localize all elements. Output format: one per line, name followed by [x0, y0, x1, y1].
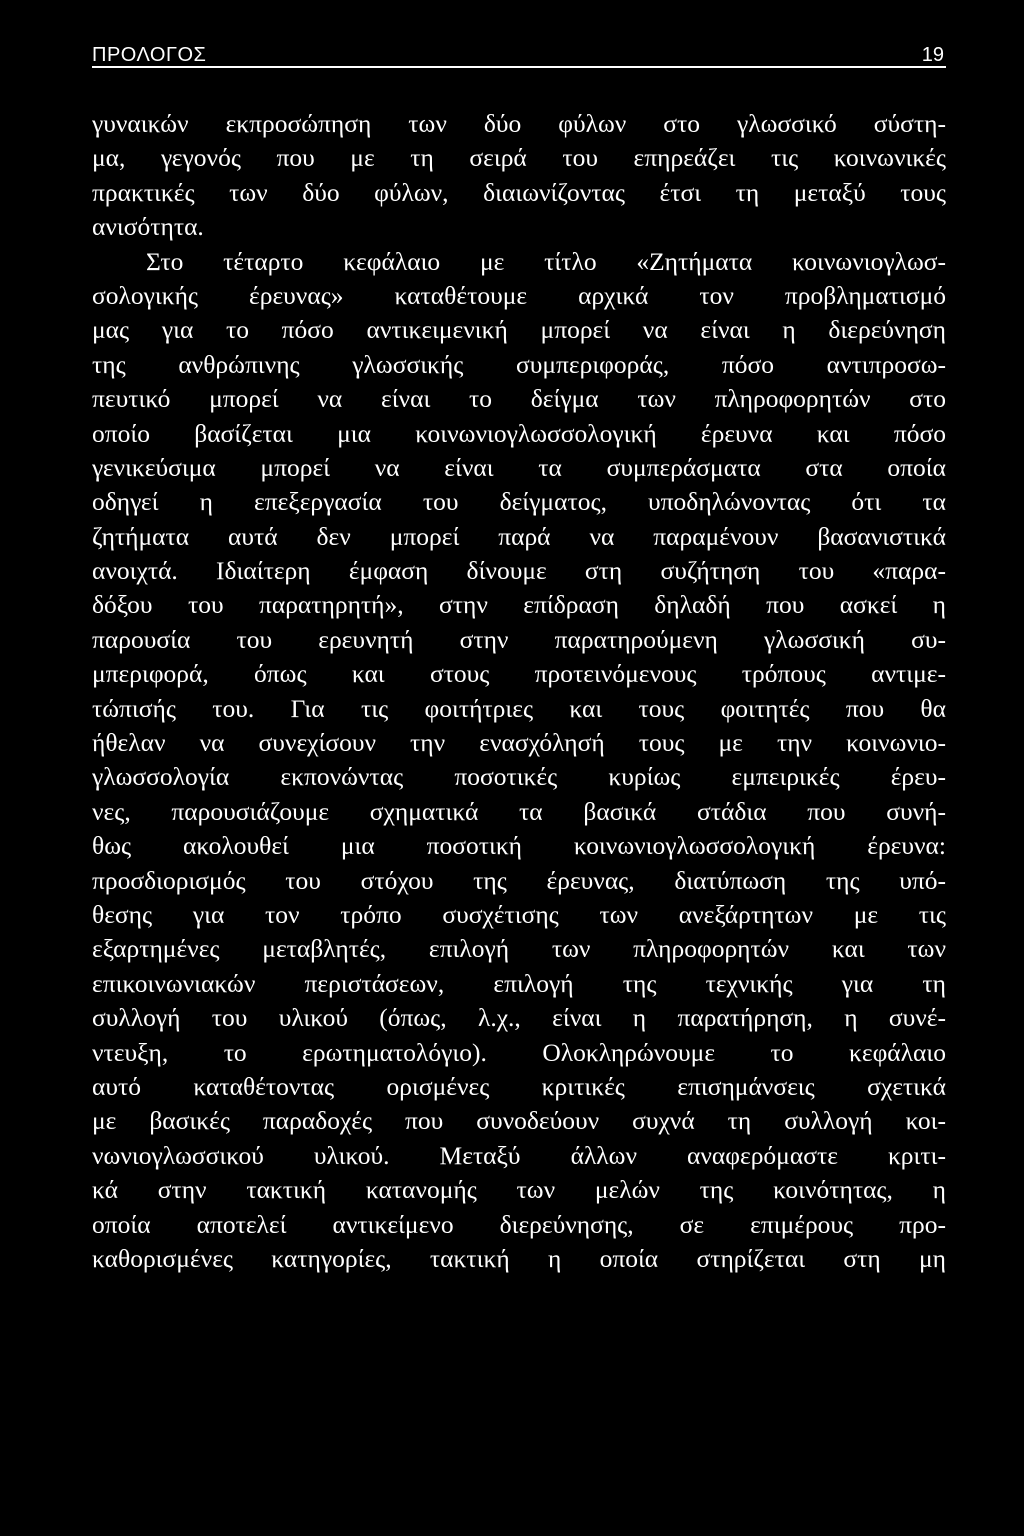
text-line: νες, παρουσιάζουμε σχηματικά τα βασικά στάδια που συνή- — [92, 796, 946, 826]
text-line: μας για το πόσο αντικειμενική μπορεί να είναι η διερεύνηση — [92, 315, 946, 345]
text-line: οποίο βασίζεται μια κοινωνιογλωσσολογική έρευνα και πόσο — [92, 418, 946, 448]
text-line: προσδιορισμός του στόχου της έρευνας, διατύπωση της υπό- — [92, 865, 946, 895]
text-line: κά στην τακτική κατανομής των μελών της κοινότητας, η — [92, 1175, 946, 1205]
text-line: συλλογή του υλικού (όπως, λ.χ., είναι η παρατήρηση, η συνέ- — [92, 1003, 946, 1033]
text-line: σολογικής έρευνας» καταθέτουμε αρχικά τον προβληματισμό — [92, 280, 946, 310]
text-line: επικοινωνιακών περιστάσεων, επιλογή της τεχνικής για τη — [92, 968, 946, 998]
text-line: με βασικές παραδοχές που συνοδεύουν συχνά τη συλλογή κοι- — [92, 1106, 946, 1136]
text-line: δόξου του παρατηρητή», στην επίδραση δηλαδή που ασκεί η — [92, 590, 946, 620]
text-line: αυτό καταθέτοντας ορισμένες κριτικές επισημάνσεις σχετικά — [92, 1071, 946, 1101]
text-line: γλωσσολογία εκπονώντας ποσοτικές κυρίως εμπειρικές έρευ- — [92, 762, 946, 792]
text-line: πρακτικές των δύο φύλων, διαιωνίζοντας έτσι τη μεταξύ τους — [92, 177, 946, 207]
text-line: ζητήματα αυτά δεν μπορεί παρά να παραμένουν βασανιστικά — [92, 521, 946, 551]
page-header — [92, 44, 946, 68]
text-line: ανισότητα. — [92, 212, 204, 242]
text-line: ντευξη, το ερωτηματολόγιο). Ολοκληρώνουμε το κεφάλαιο — [92, 1037, 946, 1067]
text-line: οποία αποτελεί αντικείμενο διερεύνησης, σε επιμέρους προ- — [92, 1209, 946, 1239]
text-line: θεσης για τον τρόπο συσχέτισης των ανεξάρτητων με τις — [92, 899, 946, 929]
text-line: νωνιογλωσσικού υλικού. Μεταξύ άλλων αναφερόμαστε κριτι- — [92, 1140, 946, 1170]
text-line: μπεριφορά, όπως και στους προτεινόμενους τρόπους αντιμε- — [92, 659, 946, 689]
text-line: θως ακολουθεί μια ποσοτική κοινωνιογλωσσολογική έρευνα: — [92, 831, 946, 861]
text-line: ανοιχτά. Ιδιαίτερη έμφαση δίνουμε στη συζήτηση του «παρα- — [92, 556, 946, 586]
text-line: ήθελαν να συνεχίσουν την ενασχόλησή τους με την κοινωνιο- — [92, 728, 946, 758]
page-number: 19 — [921, 44, 944, 66]
text-line: γενικεύσιμα μπορεί να είναι τα συμπεράσματα στα οποία — [92, 452, 946, 482]
text-line: παρουσία του ερευνητή στην παρατηρούμενη γλωσσική συ- — [92, 624, 946, 654]
text-line: γυναικών εκπροσώπηση των δύο φύλων στο γλωσσικό σύστη- — [92, 109, 946, 138]
body-text — [92, 107, 946, 1276]
text-line: της ανθρώπινης γλωσσικής συμπεριφοράς, πόσο αντιπροσω- — [92, 349, 946, 379]
text-line: μα, γεγονός που με τη σειρά του επηρεάζει τις κοινωνικές — [92, 143, 946, 173]
text-line: πευτικό μπορεί να είναι το δείγμα των πληροφορητών στο — [92, 384, 946, 414]
running-head: ΠΡΟΛΟΓΟΣ — [92, 44, 207, 66]
text-line: εξαρτημένες μεταβλητές, επιλογή των πληροφορητών και των — [92, 934, 946, 964]
text-line: καθορισμένες κατηγορίες, τακτική η οποία στηρίζεται στη μη — [92, 1243, 946, 1273]
text-line: τώπισής του. Για τις φοιτήτριες και τους φοιτητές που θα — [92, 693, 946, 723]
text-line: Στο τέταρτο κεφάλαιο με τίτλο «Ζητήματα κοινωνιογλωσ- — [146, 246, 946, 276]
text-line: οδηγεί η επεξεργασία του δείγματος, υποδηλώνοντας ότι τα — [92, 487, 946, 517]
